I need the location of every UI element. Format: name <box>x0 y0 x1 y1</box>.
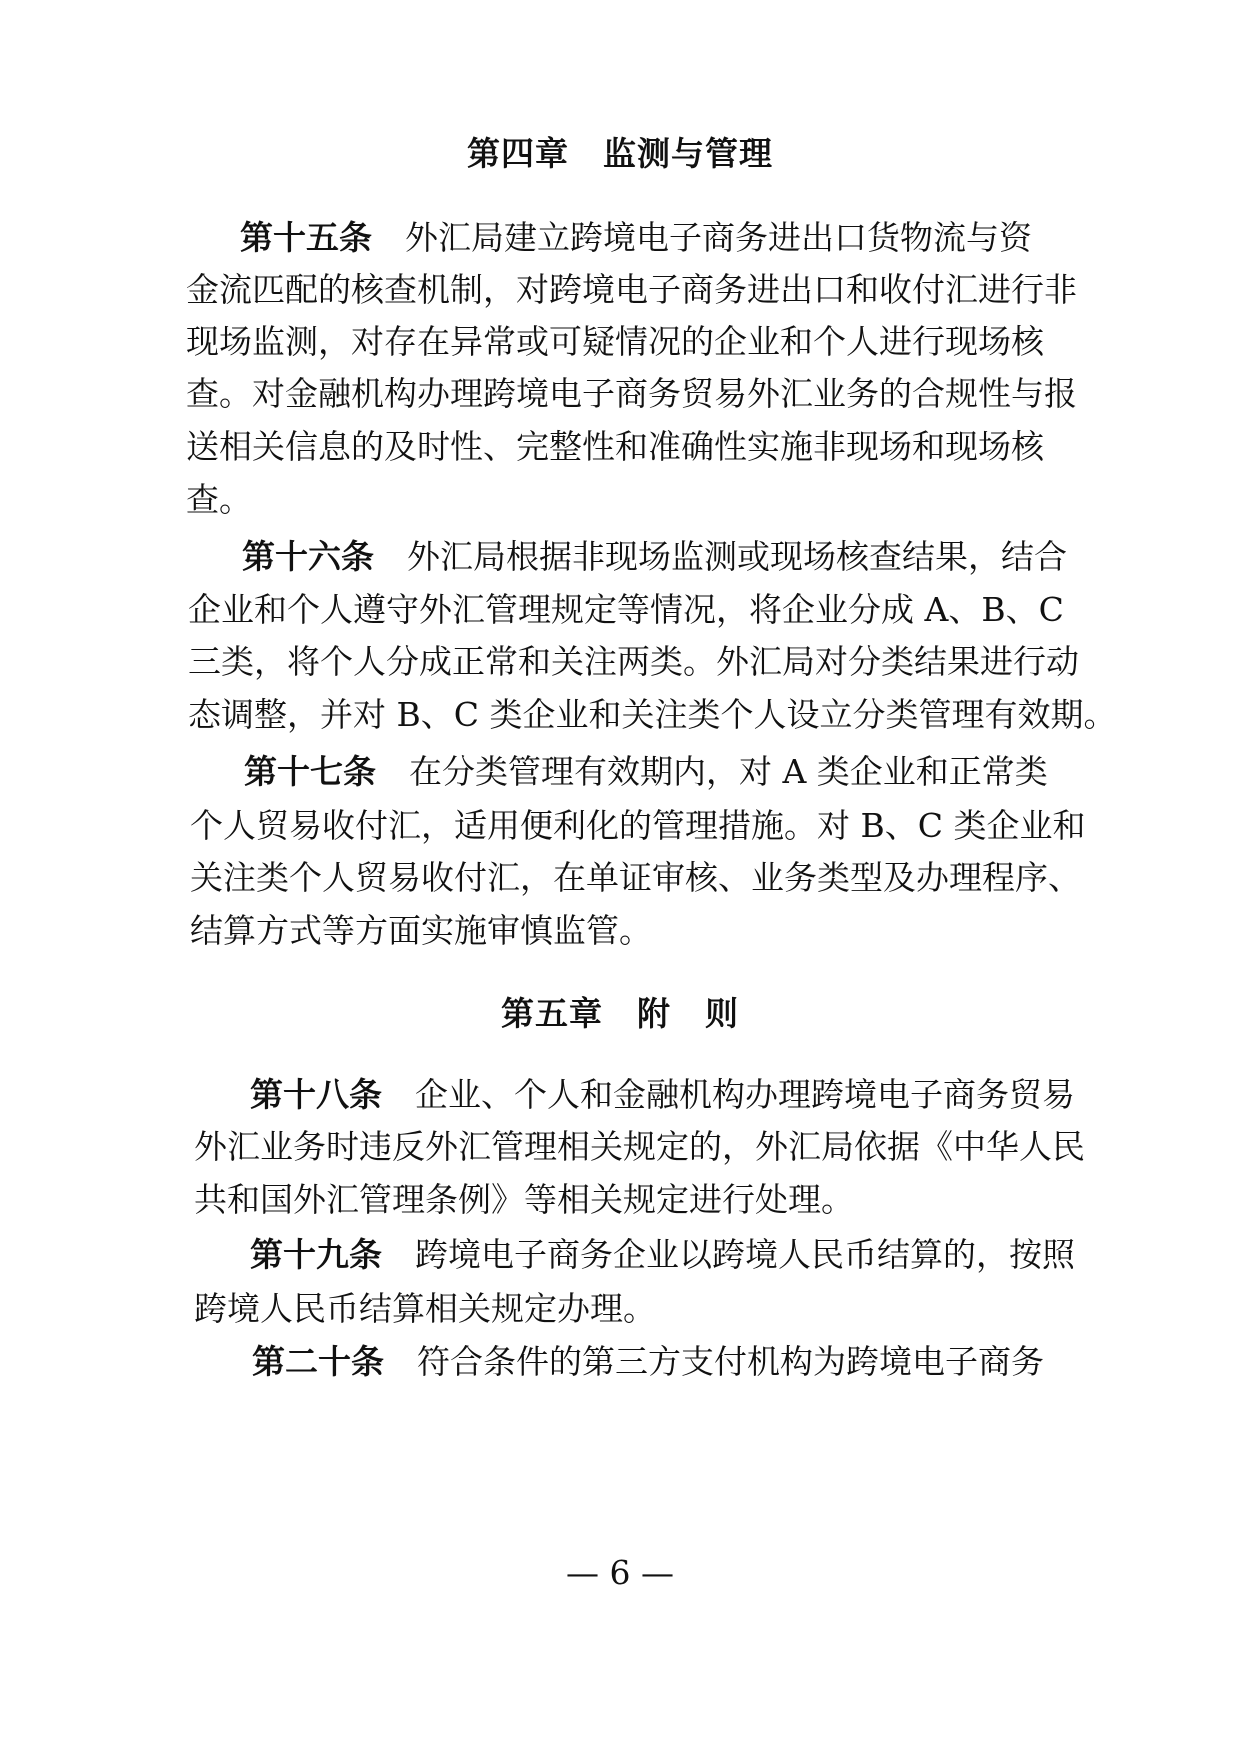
article-17-line-2: 个人贸易收付汇，适用便利化的管理措施。对 B、C 类企业和 <box>190 806 1086 845</box>
article-15-line-5: 送相关信息的及时性、完整性和准确性实施非现场和现场核 <box>186 427 1044 466</box>
article-16-line-2: 企业和个人遵守外汇管理规定等情况，将企业分成 A、B、C <box>188 590 1064 629</box>
article-17-line-3: 关注类个人贸易收付汇，在单证审核、业务类型及办理程序、 <box>190 858 1081 897</box>
article-18-line-1: 第十八条 企业、个人和金融机构办理跨境电子商务贸易 <box>250 1075 1075 1114</box>
page-number: — 6 — <box>566 1553 674 1592</box>
article-19-line-2: 跨境人民币结算相关规定办理。 <box>194 1289 656 1328</box>
article-19-label: 第十九条 <box>250 1235 382 1274</box>
article-15-label: 第十五条 <box>240 218 372 257</box>
article-16-line-4: 态调整，并对 B、C 类企业和关注类个人设立分类管理有效期。 <box>188 695 1117 734</box>
chapter-4-heading: 第四章 监测与管理 <box>467 134 773 173</box>
article-17-label: 第十七条 <box>244 752 376 791</box>
article-15-line-2: 金流匹配的核查机制，对跨境电子商务进出口和收付汇进行非 <box>186 270 1077 309</box>
article-15-line-6: 查。 <box>186 480 252 519</box>
article-15-line-3: 现场监测，对存在异常或可疑情况的企业和个人进行现场核 <box>186 322 1044 361</box>
article-18-line-3: 共和国外汇管理条例》等相关规定进行处理。 <box>194 1180 854 1219</box>
article-18-label: 第十八条 <box>250 1075 382 1114</box>
article-15-line-1: 第十五条 外汇局建立跨境电子商务进出口货物流与资 <box>240 218 1032 257</box>
article-16-label: 第十六条 <box>242 537 374 576</box>
article-17-line-1: 第十七条 在分类管理有效期内，对 A 类企业和正常类 <box>244 752 1048 791</box>
article-18-line-2: 外汇业务时违反外汇管理相关规定的，外汇局依据《中华人民 <box>194 1127 1085 1166</box>
article-20-label: 第二十条 <box>252 1342 384 1381</box>
chapter-5-heading: 第五章 附 则 <box>501 994 739 1033</box>
article-16-line-1: 第十六条 外汇局根据非现场监测或现场核查结果，结合 <box>242 537 1067 576</box>
article-16-line-3: 三类，将个人分成正常和关注两类。外汇局对分类结果进行动 <box>188 642 1079 681</box>
article-17-line-4: 结算方式等方面实施审慎监管。 <box>190 911 652 950</box>
article-15-line-4: 查。对金融机构办理跨境电子商务贸易外汇业务的合规性与报 <box>186 374 1077 413</box>
article-20-line-1: 第二十条 符合条件的第三方支付机构为跨境电子商务 <box>252 1342 1044 1381</box>
article-19-line-1: 第十九条 跨境电子商务企业以跨境人民币结算的，按照 <box>250 1235 1075 1274</box>
